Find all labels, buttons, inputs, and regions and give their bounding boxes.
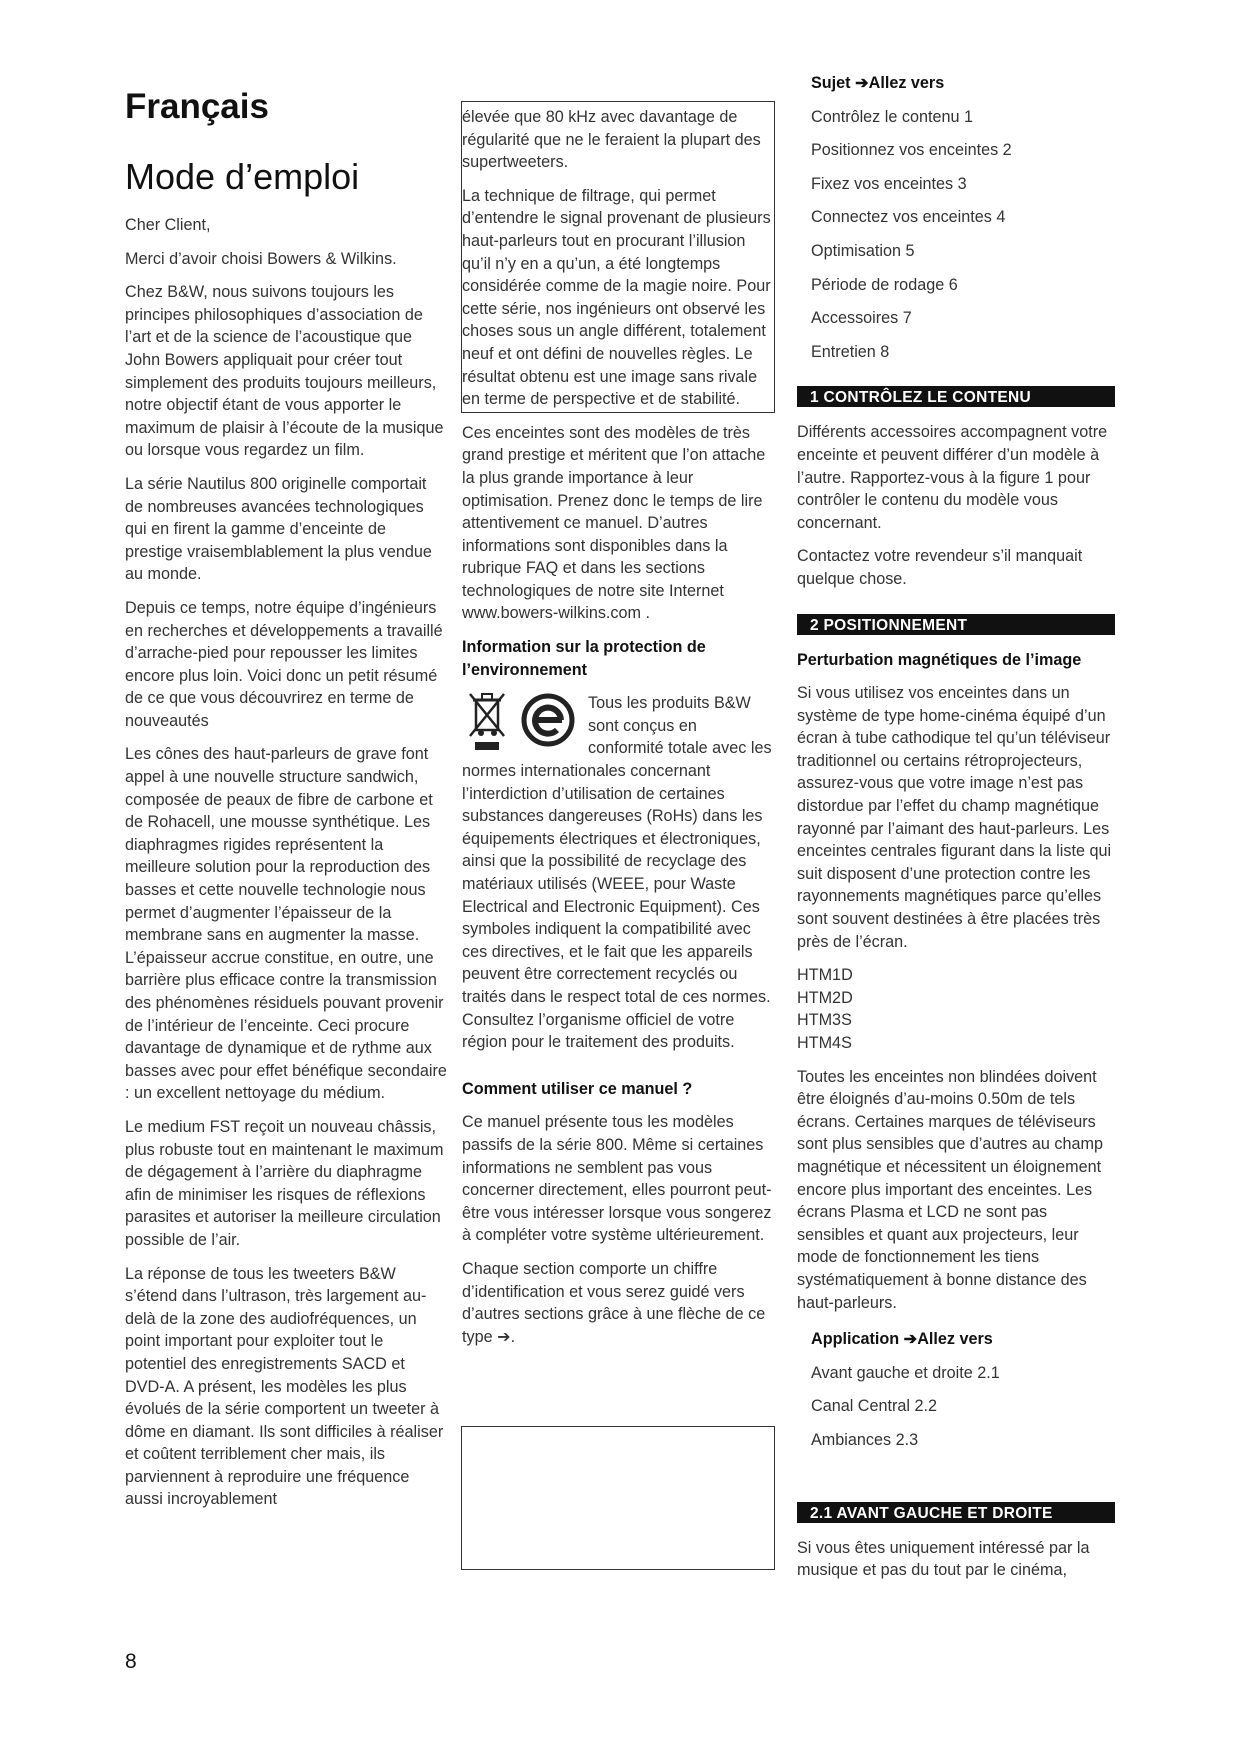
page-number: 8 — [125, 1650, 137, 1673]
language-heading: Français — [125, 87, 269, 126]
paragraph: Depuis ce temps, notre équipe d’ingénieurs en recherches et développements a travaillé d’arrache-pied pour repousser les limites encore plus loin. Voici donc un petit résumé de ce que vous découvrirez en terme de nouveautés — [125, 598, 443, 730]
paragraph: Ces enceintes sont des modèles de très grand prestige et méritent que l’on attache la plus grande importance à leur optimisation. Prenez donc le temps de lire attentivement ce manuel. D’autres informations sont disponibles dans la rubrique FAQ et dans les sections technologiques de notre site Internet www.bowers-wilkins.com . — [462, 423, 766, 623]
model-item: HTM2D — [797, 988, 853, 1007]
paragraph: Les cônes des haut-parleurs de grave font appel à une nouvelle structure sandwich, composée de peaux de fibre de carbone et de Rohacell, une mousse synthétique. Les diaphragmes rigides représentent la meilleure solution pour la reproduction des basses et cette nouvelle technologie nous permet d’augmenter l’épaisseur de la membrane sans en augmenter la masse. L’épaisseur accrue constitue, en outre, une barrière plus efficace contre la transmission des phénomènes résiduels pouvant provenir de l’intérieur de l’enceinte. Ceci procure davantage de dynamique et de rythme aux basses avec pour effet bénéfique secondaire : un excellent nettoyage du médium. — [125, 745, 447, 1103]
toc-item: Entretien 8 — [811, 342, 890, 361]
recycling-symbols — [462, 688, 580, 752]
column-middle — [462, 106, 774, 1359]
paragraph: Ce manuel présente tous les modèles passifs de la série 800. Même si certaines informations ne semblent pas vous concerner directement, elles pourront peut-être vous intéresser lorsque vous songerez à compléter votre système ultérieurement. — [462, 1113, 772, 1245]
column-left — [125, 80, 447, 1522]
rohs-e-icon — [524, 696, 572, 744]
paragraph: La technique de filtrage, qui permet d’entendre le signal provenant de plusieurs haut-parleurs tout en procurant l’illusion qu’il n’y en a qu’un, a été longtemps considérée comme de la magie noire. Pour cette série, nos ingénieurs ont observé les choses sous un angle différent, totalement neuf et ont défini de nouvelles règles. Le résultat obtenu est une image sans rivale en terme de perspective et de stabilité. — [462, 186, 771, 409]
toc-item: Positionnez vos enceintes 2 — [811, 141, 1012, 160]
toc-item: Période de rodage 6 — [811, 275, 958, 294]
toc-head: Sujet ➔Allez vers — [811, 74, 945, 92]
toc-item: Optimisation 5 — [811, 241, 915, 260]
paragraph: La réponse de tous les tweeters B&W s’étend dans l’ultrason, très largement au-delà de la zone des audiofréquences, un point important pour exploiter tout le potentiel des enregistrements SACD et DVD-A. A présent, les modèles les plus évolués de la série comportent un tweeter à dôme en diamant. Ils sont difficiles à réaliser et coûtent terriblement cher mais, ils parviennent à reproduire une fréquence aussi incroyablement — [125, 1264, 444, 1509]
toc-item: Avant gauche et droite 2.1 — [811, 1363, 1000, 1382]
paragraph: Si vous utilisez vos enceintes dans un système de type home-cinéma équipé d’un écran à tube cathodique tel qu’un téléviseur traditionnel ou certains rétroprojecteurs, assurez-vous que votre image n’est pas distordue par l’effet du champ magnétique rayonné par l’aimant des haut-parleurs. Les enceintes centrales figurant dans la liste qui suit disposent d’une protection contre les rayonnements magnétiques parce qu’elles sont souvent destinées à être placées très près de l’écran. — [797, 684, 1112, 951]
paragraph: Toutes les enceintes non blindées doivent être éloignés d’au-moins 0.50m de tels écrans. Certaines marques de téléviseurs sont plus sensibles que d’autres au champ magnétique et nécessitent un éloignement encore plus important des enceintes. Les écrans Plasma et LCD ne sont pas sensibles et quant aux projecteurs, leur mode de fonctionnement les tiens systématiquement à bonne distance des haut-parleurs. — [797, 1067, 1103, 1312]
model-item: HTM1D — [797, 966, 853, 985]
toc-item: Contrôlez le contenu 1 — [811, 107, 973, 126]
toc-head: Application ➔Allez vers — [811, 1330, 993, 1349]
toc-application — [811, 1328, 1115, 1451]
model-item: HTM3S — [797, 1011, 852, 1030]
toc-item: Accessoires 7 — [811, 309, 912, 328]
toc-item: Canal Central 2.2 — [811, 1397, 937, 1416]
weee-crossed-bin-icon — [470, 694, 504, 750]
section-bar-2-1: 2.1 AVANT GAUCHE ET DROITE — [797, 1502, 1115, 1523]
paragraph: Chez B&W, nous suivons toujours les principes philosophiques d’association de l’art et de la science de l’acoustique que John Bowers appliquait pour créer tout simplement des produits toujours meilleurs, notre objectif étant de vous apporter le maximum de plaisir à l’écoute de la musique ou lorsque vous regardez un film. — [125, 283, 444, 460]
paragraph: Le medium FST reçoit un nouveau châssis, plus robuste tout en maintenant le maximum de dégagement à l’arrière du diaphragme afin de minimiser les risques de réflexions parasites et autoriser la meilleure circulation possible de l’air. — [125, 1117, 444, 1249]
toc-item: Fixez vos enceintes 3 — [811, 174, 967, 193]
paragraph: La série Nautilus 800 originelle comportait de nombreuses avancées technologiques qui en firent la gamme d’enceinte de prestige vraisemblablement la plus vendue au monde. — [125, 474, 432, 584]
figure-frame-bottom — [461, 1426, 775, 1570]
toc-item: Connectez vos enceintes 4 — [811, 208, 1006, 227]
toc-item: Ambiances 2.3 — [811, 1430, 919, 1449]
section-bar-2: 2 POSITIONNEMENT — [797, 614, 1115, 635]
column-right — [797, 72, 1115, 1593]
paragraph: Chaque section comporte un chiffre d’identification et vous serez guidé vers d’autres sections grâce à une flèche de ce type ➔. — [462, 1259, 766, 1346]
env-text: Tous les produits B&W sont conçus en conformité totale avec les normes internationales concernant l’interdiction d’utilisation de certaines substances dangereuses (RoHs) dans les équipements électriques et électroniques, ainsi que la possibilité de recyclage des matériaux utilisés (WEEE, pour Waste Electrical and Electronic Equipment). Ces symboles indiquent la compatibilité avec ces directives, et le fait que les appareils peuvent être correctement recyclés ou traités dans le respect total de ces normes. Consultez l’organisme officiel de votre région pour le traitement des produits. — [462, 694, 772, 1052]
paragraph: élevée que 80 kHz avec davantage de régularité que ne le feraient la plupart des supertweeters. — [462, 108, 761, 172]
paragraph: Merci d’avoir choisi Bowers & Wilkins. — [125, 249, 397, 268]
paragraph: Si vous êtes uniquement intéressé par la musique et pas du tout par le cinéma, — [797, 1538, 1090, 1580]
manual-heading: Comment utiliser ce manuel ? — [462, 1079, 693, 1098]
env-block — [462, 692, 774, 1054]
section-bar-1: 1 CONTRÔLEZ LE CONTENU — [797, 386, 1115, 407]
paragraph: Contactez votre revendeur s’il manquait quelque chose. — [797, 547, 1083, 588]
paragraph: Différents accessoires accompagnent votre enceinte et peuvent différer d’un modèle à l’autre. Rapportez-vous à la figure 1 pour contrôler le contenu du modèle vous concernant. — [797, 423, 1108, 532]
model-list — [797, 964, 1115, 1054]
env-heading: Information sur la protection de l’environnement — [462, 638, 706, 679]
model-item: HTM4S — [797, 1034, 852, 1052]
page-title: Mode d’emploi — [125, 156, 360, 197]
paragraph: Cher Client, — [125, 216, 211, 234]
toc-subject — [811, 72, 1115, 363]
section-subheading: Perturbation magnétiques de l’image — [797, 650, 1082, 669]
